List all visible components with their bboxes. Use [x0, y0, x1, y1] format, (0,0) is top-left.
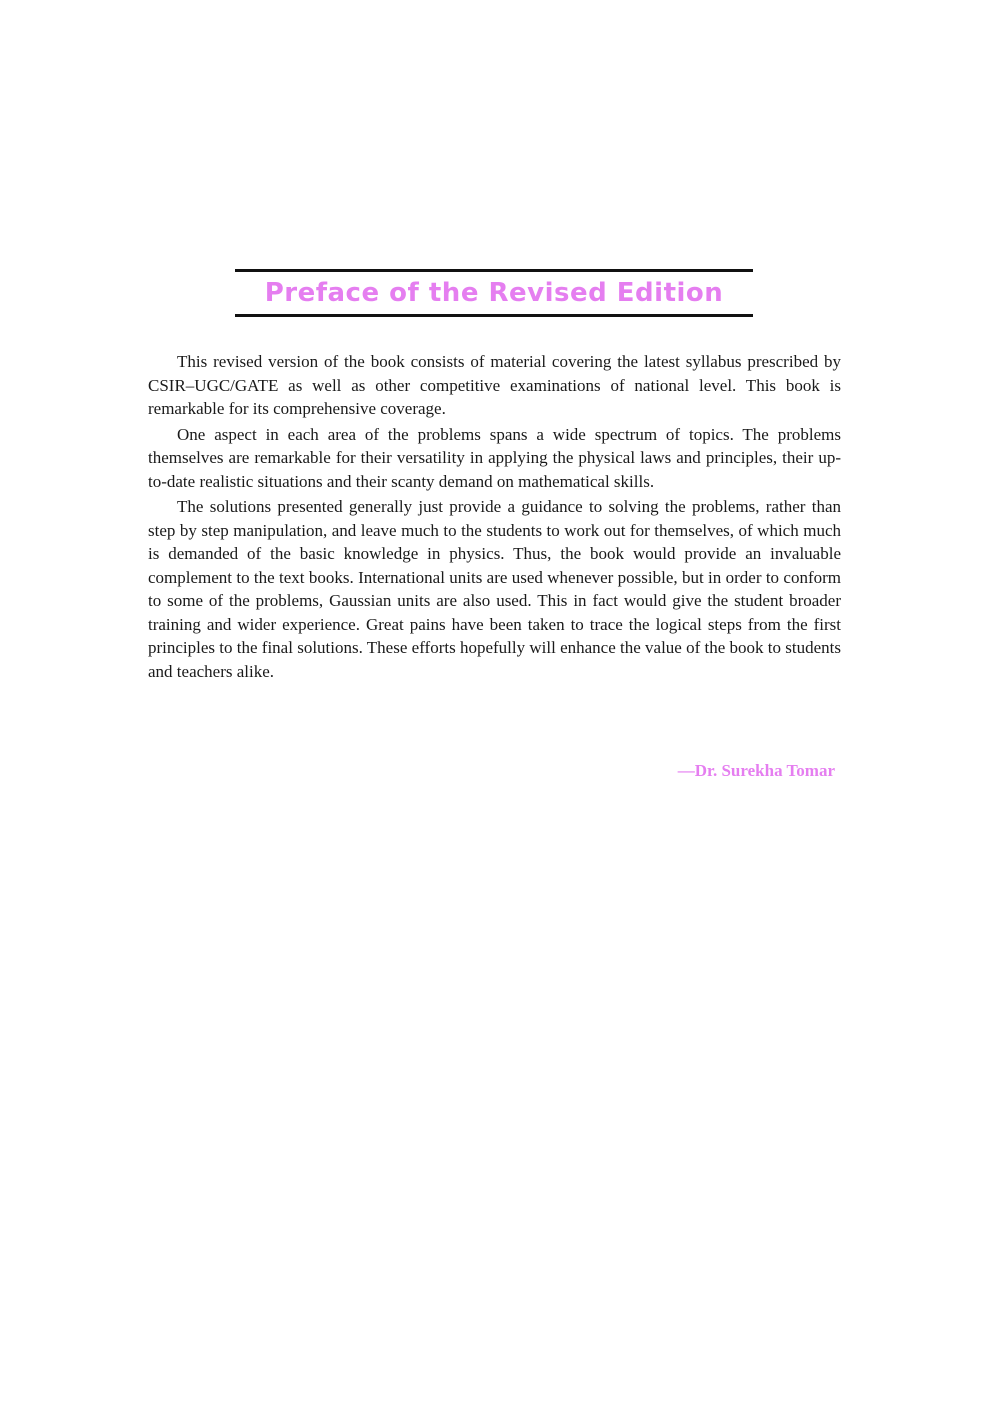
paragraph-3: The solutions presented generally just provide a guidance to solving the problems, rather than step by step manipulation, and leave much to the students to work out for themselves, of which much is demanded of the basic knowledge in physics. Thus, the book would provide an invaluable complement to the text books. International units are used whenever possible, but in order to conform to some of the problems, Gaussian units are also used. This in fact would give the student broader training and wider experience. Great pains have been taken to trace the logical steps from the first principles to the final solutions. These efforts hopefully will enhance the value of the book to students and teachers alike. — [148, 497, 841, 681]
paragraph-1: This revised version of the book consists of material covering the latest syllabus prescribed by CSIR–UGC/GATE as well as other competitive examinations of national level. This book is remarkable for its comprehensive coverage. — [148, 352, 841, 418]
preface-body — [148, 350, 841, 685]
paragraph-2: One aspect in each area of the problems spans a wide spectrum of topics. The problems themselves are remarkable for their versatility in applying the physical laws and principles, their up-to-date realistic situations and their scanty demand on mathematical skills. — [148, 424, 841, 491]
author-signature: —Dr. Surekha Tomar — [677, 761, 835, 780]
preface-title: Preface of the Revised Edition — [264, 278, 724, 308]
preface-heading-box — [235, 269, 753, 317]
